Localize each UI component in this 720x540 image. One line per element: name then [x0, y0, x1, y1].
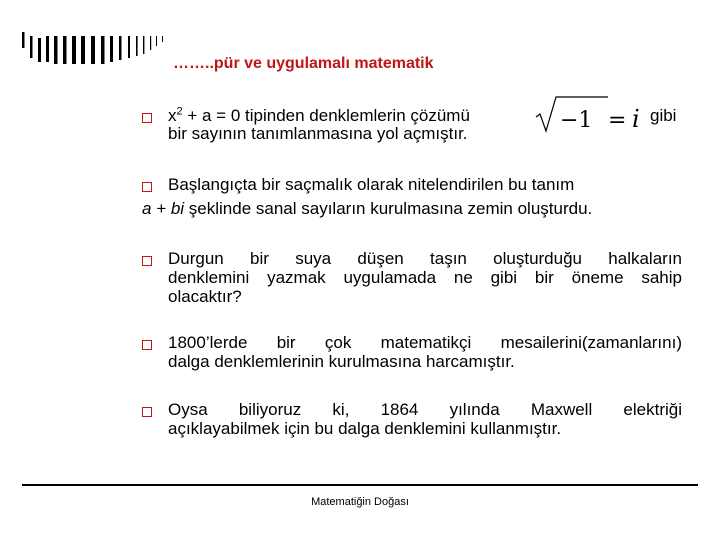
bullet-1-line-2: bir sayının tanımlanmasına yol açmıştır.: [168, 124, 468, 143]
bullet-1-var: x: [168, 106, 177, 125]
bullet-2-line-1: Başlangıçta bir saçmalık olarak nitelendirilen bu tanım: [168, 175, 575, 194]
bullet-1-text: + a = 0 tipinden denklemlerin çözümü: [182, 106, 470, 125]
bullet-5-line-2: açıklayabilmek için bu dalga denklemini kullanmıştır.: [168, 419, 562, 438]
formula-result: i: [632, 105, 640, 133]
bullet-square-icon: [142, 340, 152, 350]
bullet-3-line-1: Durgun bir suya düşen taşın oluşturduğu halkaların: [168, 249, 682, 268]
bullet-2-expression: a + bi: [142, 199, 185, 218]
bullet-3-line-3: olacaktır?: [168, 287, 242, 306]
slide-title: ……..pür ve uygulamalı matematik: [173, 55, 434, 72]
bullet-square-icon: [142, 407, 152, 417]
bullet-5-line-1: Oysa biliyoruz ki, 1864 yılında Maxwell elektriği: [168, 400, 682, 419]
bullet-4-line-2: dalga denklemlerinin kurulmasına harcamıştır.: [168, 352, 515, 371]
bullet-square-icon: [142, 182, 152, 192]
bullet-1-exponent: 2: [176, 105, 183, 118]
formula-sqrt-minus-one: [534, 95, 644, 135]
formula-equals: =: [608, 108, 627, 133]
bullet-1-tail: gibi: [650, 106, 677, 125]
bullet-square-icon: [142, 113, 152, 123]
bullet-square-icon: [142, 256, 152, 266]
bullet-3-line-2: denklemini yazmak uygulamada ne gibi bir öneme sahip: [168, 268, 682, 287]
bullet-2-text: şeklinde sanal sayıların kurulmasına zemin oluşturdu.: [184, 199, 593, 218]
bullet-2-line-2: [142, 199, 592, 218]
footer-text: Matematiğin Doğası: [311, 496, 409, 508]
bullet-4-line-1: 1800’lerde bir çok matematikçi mesailerini(zamanlarını): [168, 333, 682, 352]
bullet-1-line-1: [168, 106, 470, 125]
footer-divider: [22, 484, 698, 486]
formula-radicand: −1: [560, 108, 593, 133]
